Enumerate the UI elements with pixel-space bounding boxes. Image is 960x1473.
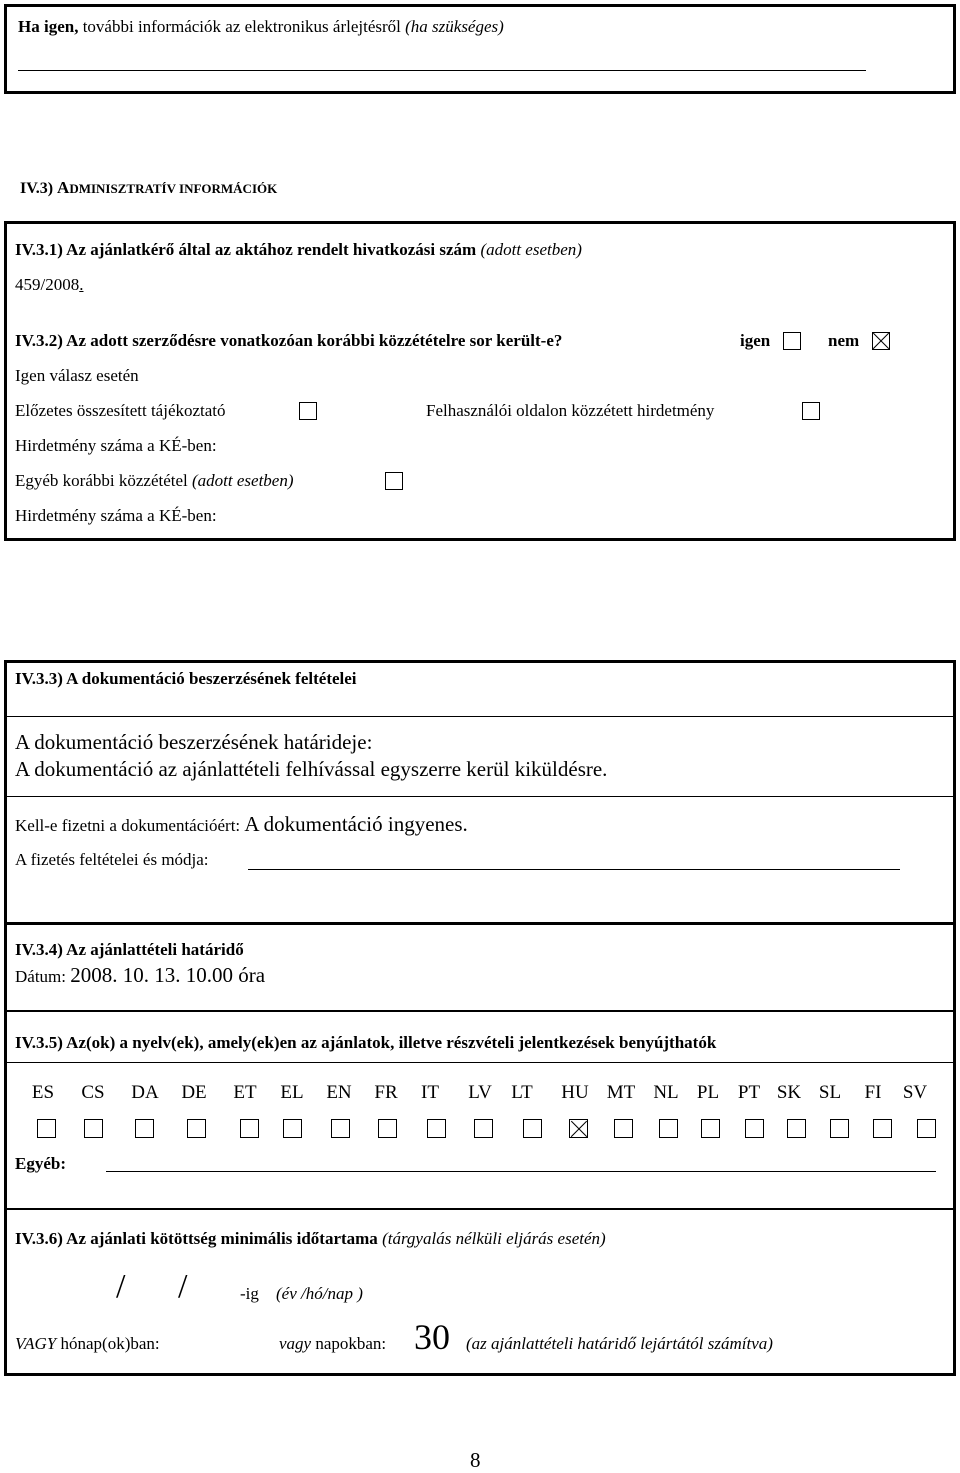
language-label-el: EL bbox=[280, 1082, 304, 1103]
language-checkbox-fr[interactable] bbox=[378, 1119, 397, 1138]
language-checkbox-sk[interactable] bbox=[787, 1119, 806, 1138]
language-checkbox-es[interactable] bbox=[37, 1119, 56, 1138]
payment-terms-line bbox=[248, 869, 900, 870]
igen-label: igen bbox=[740, 331, 771, 350]
ref-number-label: IV.3.1) Az ajánlatkérő által az aktához rendelt hivatkozási szám (adott esetben) bbox=[15, 240, 582, 259]
language-checkbox-sv[interactable] bbox=[917, 1119, 936, 1138]
egyeb-publication-label: Egyéb korábbi közzététel (adott esetben) bbox=[15, 471, 294, 490]
date-slash-2: / bbox=[178, 1268, 188, 1305]
days-label: vagy napokban: bbox=[279, 1334, 387, 1353]
hirdetmeny-label-2: Hirdetmény száma a KÉ-ben: bbox=[15, 506, 217, 525]
language-checkbox-nl[interactable] bbox=[659, 1119, 678, 1138]
auction-info-line bbox=[18, 70, 866, 71]
days-note: (az ajánlattételi határidő lejártától számítva) bbox=[466, 1334, 773, 1353]
documentation-deadline: A dokumentáció beszerzésének határideje: bbox=[15, 730, 373, 754]
divider-1 bbox=[4, 716, 956, 717]
language-checkbox-en[interactable] bbox=[331, 1119, 350, 1138]
divider-2 bbox=[4, 796, 956, 797]
language-label-nl: NL bbox=[653, 1082, 679, 1103]
tender-deadline-date: Dátum: 2008. 10. 13. 10.00 óra bbox=[15, 963, 266, 987]
ev-ho-nap-label: (év /hó/nap ) bbox=[276, 1284, 363, 1303]
felhasznaloi-checkbox[interactable] bbox=[802, 402, 820, 420]
language-label-sk: SK bbox=[776, 1082, 802, 1103]
payment-question: Kell-e fizetni a dokumentációért: A dokumentáció ingyenes. bbox=[15, 812, 468, 836]
language-label-fi: FI bbox=[864, 1082, 882, 1103]
language-label-mt: MT bbox=[606, 1082, 636, 1103]
months-label: VAGY hónap(ok)ban: bbox=[15, 1334, 160, 1353]
documentation-label: IV.3.3) A dokumentáció beszerzésének feltételei bbox=[15, 669, 357, 688]
language-label-lt: LT bbox=[511, 1082, 533, 1103]
language-checkbox-it[interactable] bbox=[427, 1119, 446, 1138]
egyeb-language-line bbox=[106, 1171, 936, 1172]
ref-number-value: 459/2008. bbox=[15, 275, 84, 294]
page-number: 8 bbox=[470, 1448, 481, 1472]
language-label-pl: PL bbox=[696, 1082, 720, 1103]
auction-info-text: Ha igen, további információk az elektronikus árlejtésről (ha szükséges) bbox=[18, 17, 504, 36]
reference-box bbox=[4, 221, 956, 541]
documentation-sent: A dokumentáció az ajánlattételi felhívással egyszerre kerül kiküldésre. bbox=[15, 757, 608, 781]
language-checkbox-de[interactable] bbox=[187, 1119, 206, 1138]
tender-deadline-label: IV.3.4) Az ajánlattételi határidő bbox=[15, 940, 244, 959]
language-checkbox-lv[interactable] bbox=[474, 1119, 493, 1138]
igen-checkbox[interactable] bbox=[783, 332, 801, 350]
elozetes-label: Előzetes összesített tájékoztató bbox=[15, 401, 226, 420]
language-label-en: EN bbox=[326, 1082, 352, 1103]
language-checkbox-sl[interactable] bbox=[830, 1119, 849, 1138]
language-label-pt: PT bbox=[737, 1082, 761, 1103]
language-checkbox-mt[interactable] bbox=[614, 1119, 633, 1138]
language-checkbox-et[interactable] bbox=[240, 1119, 259, 1138]
days-value: 30 bbox=[414, 1317, 450, 1357]
elozetes-checkbox[interactable] bbox=[299, 402, 317, 420]
igen-valasz-label: Igen válasz esetén bbox=[15, 366, 139, 385]
language-label-it: IT bbox=[421, 1082, 439, 1103]
language-checkbox-pl[interactable] bbox=[701, 1119, 720, 1138]
section-heading: IV.3) ADMINISZTRATÍV INFORMÁCIÓK bbox=[20, 178, 278, 197]
nem-label: nem bbox=[828, 331, 860, 350]
language-label-sl: SL bbox=[818, 1082, 842, 1103]
language-checkbox-hu[interactable] bbox=[569, 1119, 588, 1138]
language-label-fr: FR bbox=[374, 1082, 398, 1103]
language-checkbox-lt[interactable] bbox=[523, 1119, 542, 1138]
nem-checkbox[interactable] bbox=[872, 332, 890, 350]
language-checkbox-el[interactable] bbox=[283, 1119, 302, 1138]
language-label-et: ET bbox=[233, 1082, 257, 1103]
language-label-sv: SV bbox=[902, 1082, 928, 1103]
divider-4 bbox=[4, 1010, 956, 1012]
egyeb-language-label: Egyéb: bbox=[15, 1154, 66, 1173]
language-label-cs: CS bbox=[81, 1082, 105, 1103]
language-label-hu: HU bbox=[561, 1082, 589, 1103]
divider-3 bbox=[4, 922, 956, 925]
felhasznaloi-label: Felhasználói oldalon közzétett hirdetmény bbox=[426, 401, 715, 420]
payment-terms-label: A fizetés feltételei és módja: bbox=[15, 850, 209, 869]
language-label-es: ES bbox=[31, 1082, 55, 1103]
language-label-de: DE bbox=[181, 1082, 207, 1103]
languages-label: IV.3.5) Az(ok) a nyelv(ek), amely(ek)en az ajánlatok, illetve részvételi jelentkezések benyújthatók bbox=[15, 1033, 717, 1052]
language-checkbox-fi[interactable] bbox=[873, 1119, 892, 1138]
language-checkbox-pt[interactable] bbox=[745, 1119, 764, 1138]
language-label-lv: LV bbox=[468, 1082, 492, 1103]
language-checkbox-da[interactable] bbox=[135, 1119, 154, 1138]
binding-period-label: IV.3.6) Az ajánlati kötöttség minimális időtartama (tárgyalás nélküli eljárás esetén) bbox=[15, 1229, 606, 1248]
language-checkbox-cs[interactable] bbox=[84, 1119, 103, 1138]
egyeb-publication-checkbox[interactable] bbox=[385, 472, 403, 490]
date-slash-1: / bbox=[116, 1268, 126, 1305]
hirdetmeny-label-1: Hirdetmény száma a KÉ-ben: bbox=[15, 436, 217, 455]
prior-publication-label: IV.3.2) Az adott szerződésre vonatkozóan korábbi közzétételre sor került-e? bbox=[15, 331, 563, 350]
ig-label: -ig bbox=[240, 1284, 259, 1303]
divider-6 bbox=[4, 1208, 956, 1210]
language-label-da: DA bbox=[131, 1082, 159, 1103]
divider-5 bbox=[4, 1062, 956, 1063]
